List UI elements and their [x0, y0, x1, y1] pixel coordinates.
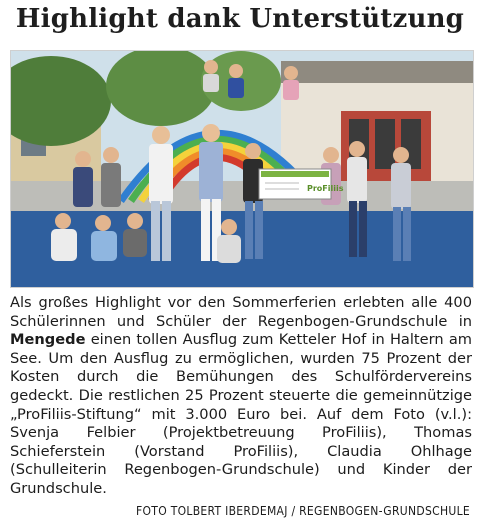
location-highlight: Mengede	[10, 331, 86, 349]
photo-credit: FOTO TOLBERT IBERDEMAJ / REGENBOGEN-GRUNDSCHULE	[136, 504, 470, 518]
headline: Highlight dank Unterstützung	[15, 4, 465, 34]
body-intro: Als großes Highlight vor den Sommerferien erlebten alle 400 Schülerinnen und Schüler der Regenbogen-Grundschule in	[10, 294, 472, 330]
group-photo-illustration	[11, 51, 473, 287]
article-body	[10, 294, 472, 499]
body-main: einen tollen Ausflug zum Ketteler Hof in Haltern am See. Um den Ausflug zu ermöglichen, wurden 75 Prozent der Kosten durch die Bemühungen des Schulfördervereins gedeckt. Die restlichen 25 Prozent steuerte die gemeinnützige „ProFiliis-Stiftung“ mit 3.000 Euro bei. Auf dem Foto (v.l.): Svenja Felbier (Projektbetreuung ProFiliis), Thomas Schieferstein (Vorstand ProFiliis), Claudia Ohlhage (Schulleiterin Regenbogen-Grundschule) und Kinder der Grundschule.	[10, 331, 472, 497]
check-logo-text: ProFiliis	[307, 184, 344, 193]
article-photo	[10, 50, 474, 288]
donation-check	[259, 169, 344, 199]
